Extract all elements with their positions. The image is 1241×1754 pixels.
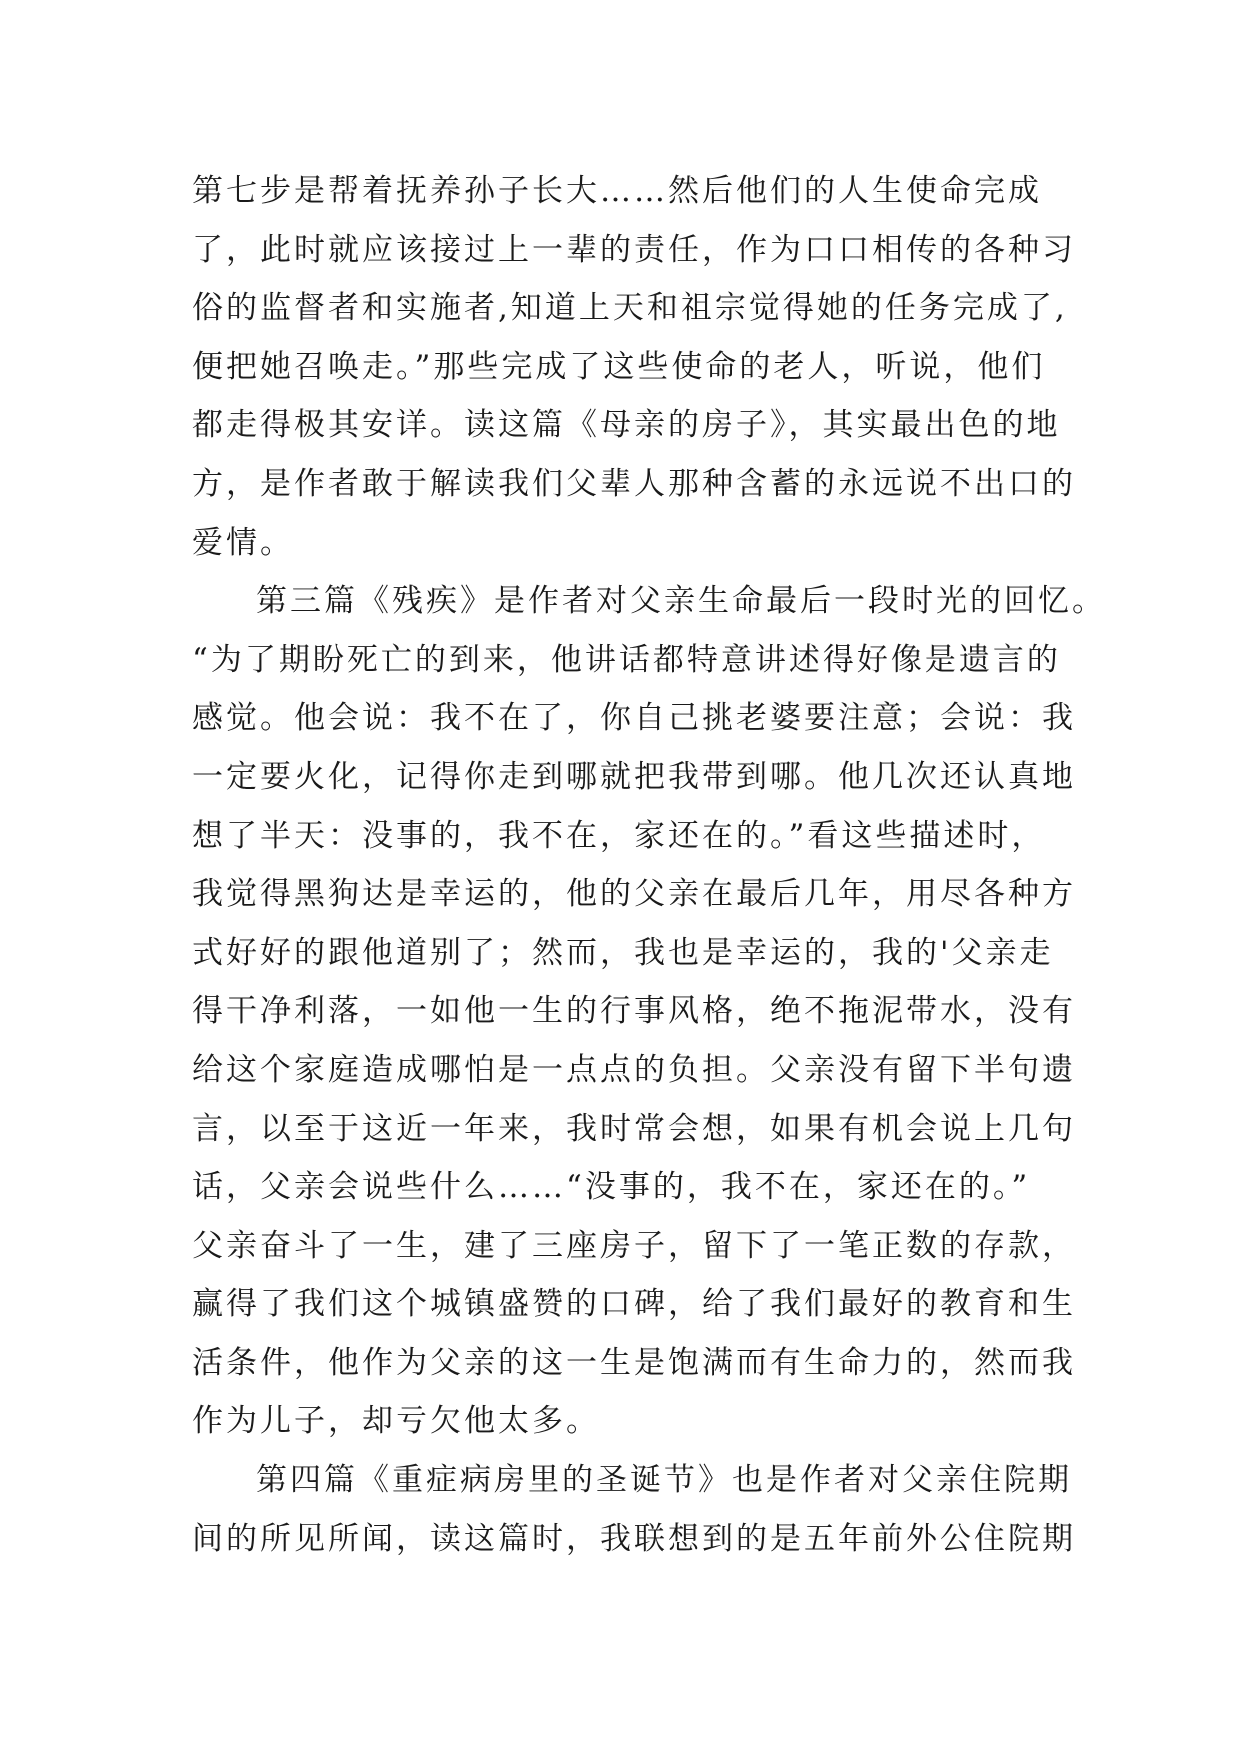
text-line: 感觉。他会说：我不在了，你自己挑老婆要注意；会说：我 (192, 700, 1076, 737)
text-line: 活条件，他作为父亲的这一生是饱满而有生命力的，然而我 (192, 1344, 1076, 1381)
paragraph-start-line: 第三篇《残疾》是作者对父亲生命最后一段时光的回忆。 (256, 583, 1106, 620)
text-line: 都走得极其安详。读这篇《母亲的房子》，其实最出色的地 (192, 407, 1061, 444)
text-line: 便把她召唤走。”那些完成了这些使命的老人，听说，他们 (192, 348, 1046, 385)
text-line: 赢得了我们这个城镇盛赞的口碑，给了我们最好的教育和生 (192, 1286, 1076, 1323)
body-text (192, 162, 1106, 1568)
text-line: 俗的监督者和实施者,知道上天和祖宗觉得她的任务完成了, (192, 290, 1068, 327)
text-line: 作为儿子，却亏欠他太多。 (192, 1403, 600, 1440)
text-line: 爱情。 (192, 524, 294, 561)
text-line: “为了期盼死亡的到来，他讲话都特意讲述得好像是遗言的 (192, 641, 1061, 678)
text-line: 间的所见所闻，读这篇时，我联想到的是五年前外公住院期 (192, 1520, 1076, 1557)
text-line: 言，以至于这近一年来，我时常会想，如果有机会说上几句 (192, 1110, 1076, 1147)
text-line: 给这个家庭造成哪怕是一点点的负担。父亲没有留下半句遗 (192, 1051, 1076, 1088)
text-line: 想了半天：没事的，我不在，家还在的。”看这些描述时， (192, 817, 1046, 854)
paragraph-start-line: 第四篇《重症病房里的圣诞节》也是作者对父亲住院期 (256, 1462, 1072, 1499)
text-line: 得干净利落，一如他一生的行事风格，绝不拖泥带水，没有 (192, 993, 1076, 1030)
text-line: 了，此时就应该接过上一辈的责任，作为口口相传的各种习 (192, 231, 1076, 268)
text-line: 式好好的跟他道别了；然而，我也是幸运的，我的'父亲走 (192, 934, 1054, 971)
text-line: 我觉得黑狗达是幸运的，他的父亲在最后几年，用尽各种方 (192, 876, 1076, 913)
text-line: 第七步是帮着抚养孙子长大……然后他们的人生使命完成 (192, 173, 1042, 209)
text-line: 一定要火化，记得你走到哪就把我带到哪。他几次还认真地 (192, 758, 1076, 795)
text-line: 方，是作者敢于解读我们父辈人那种含蓄的永远说不出口的 (192, 465, 1076, 502)
text-line: 父亲奋斗了一生，建了三座房子，留下了一笔正数的存款， (192, 1227, 1076, 1264)
text-line: 话，父亲会说些什么……“没事的，我不在，家还在的。” (192, 1169, 1031, 1206)
